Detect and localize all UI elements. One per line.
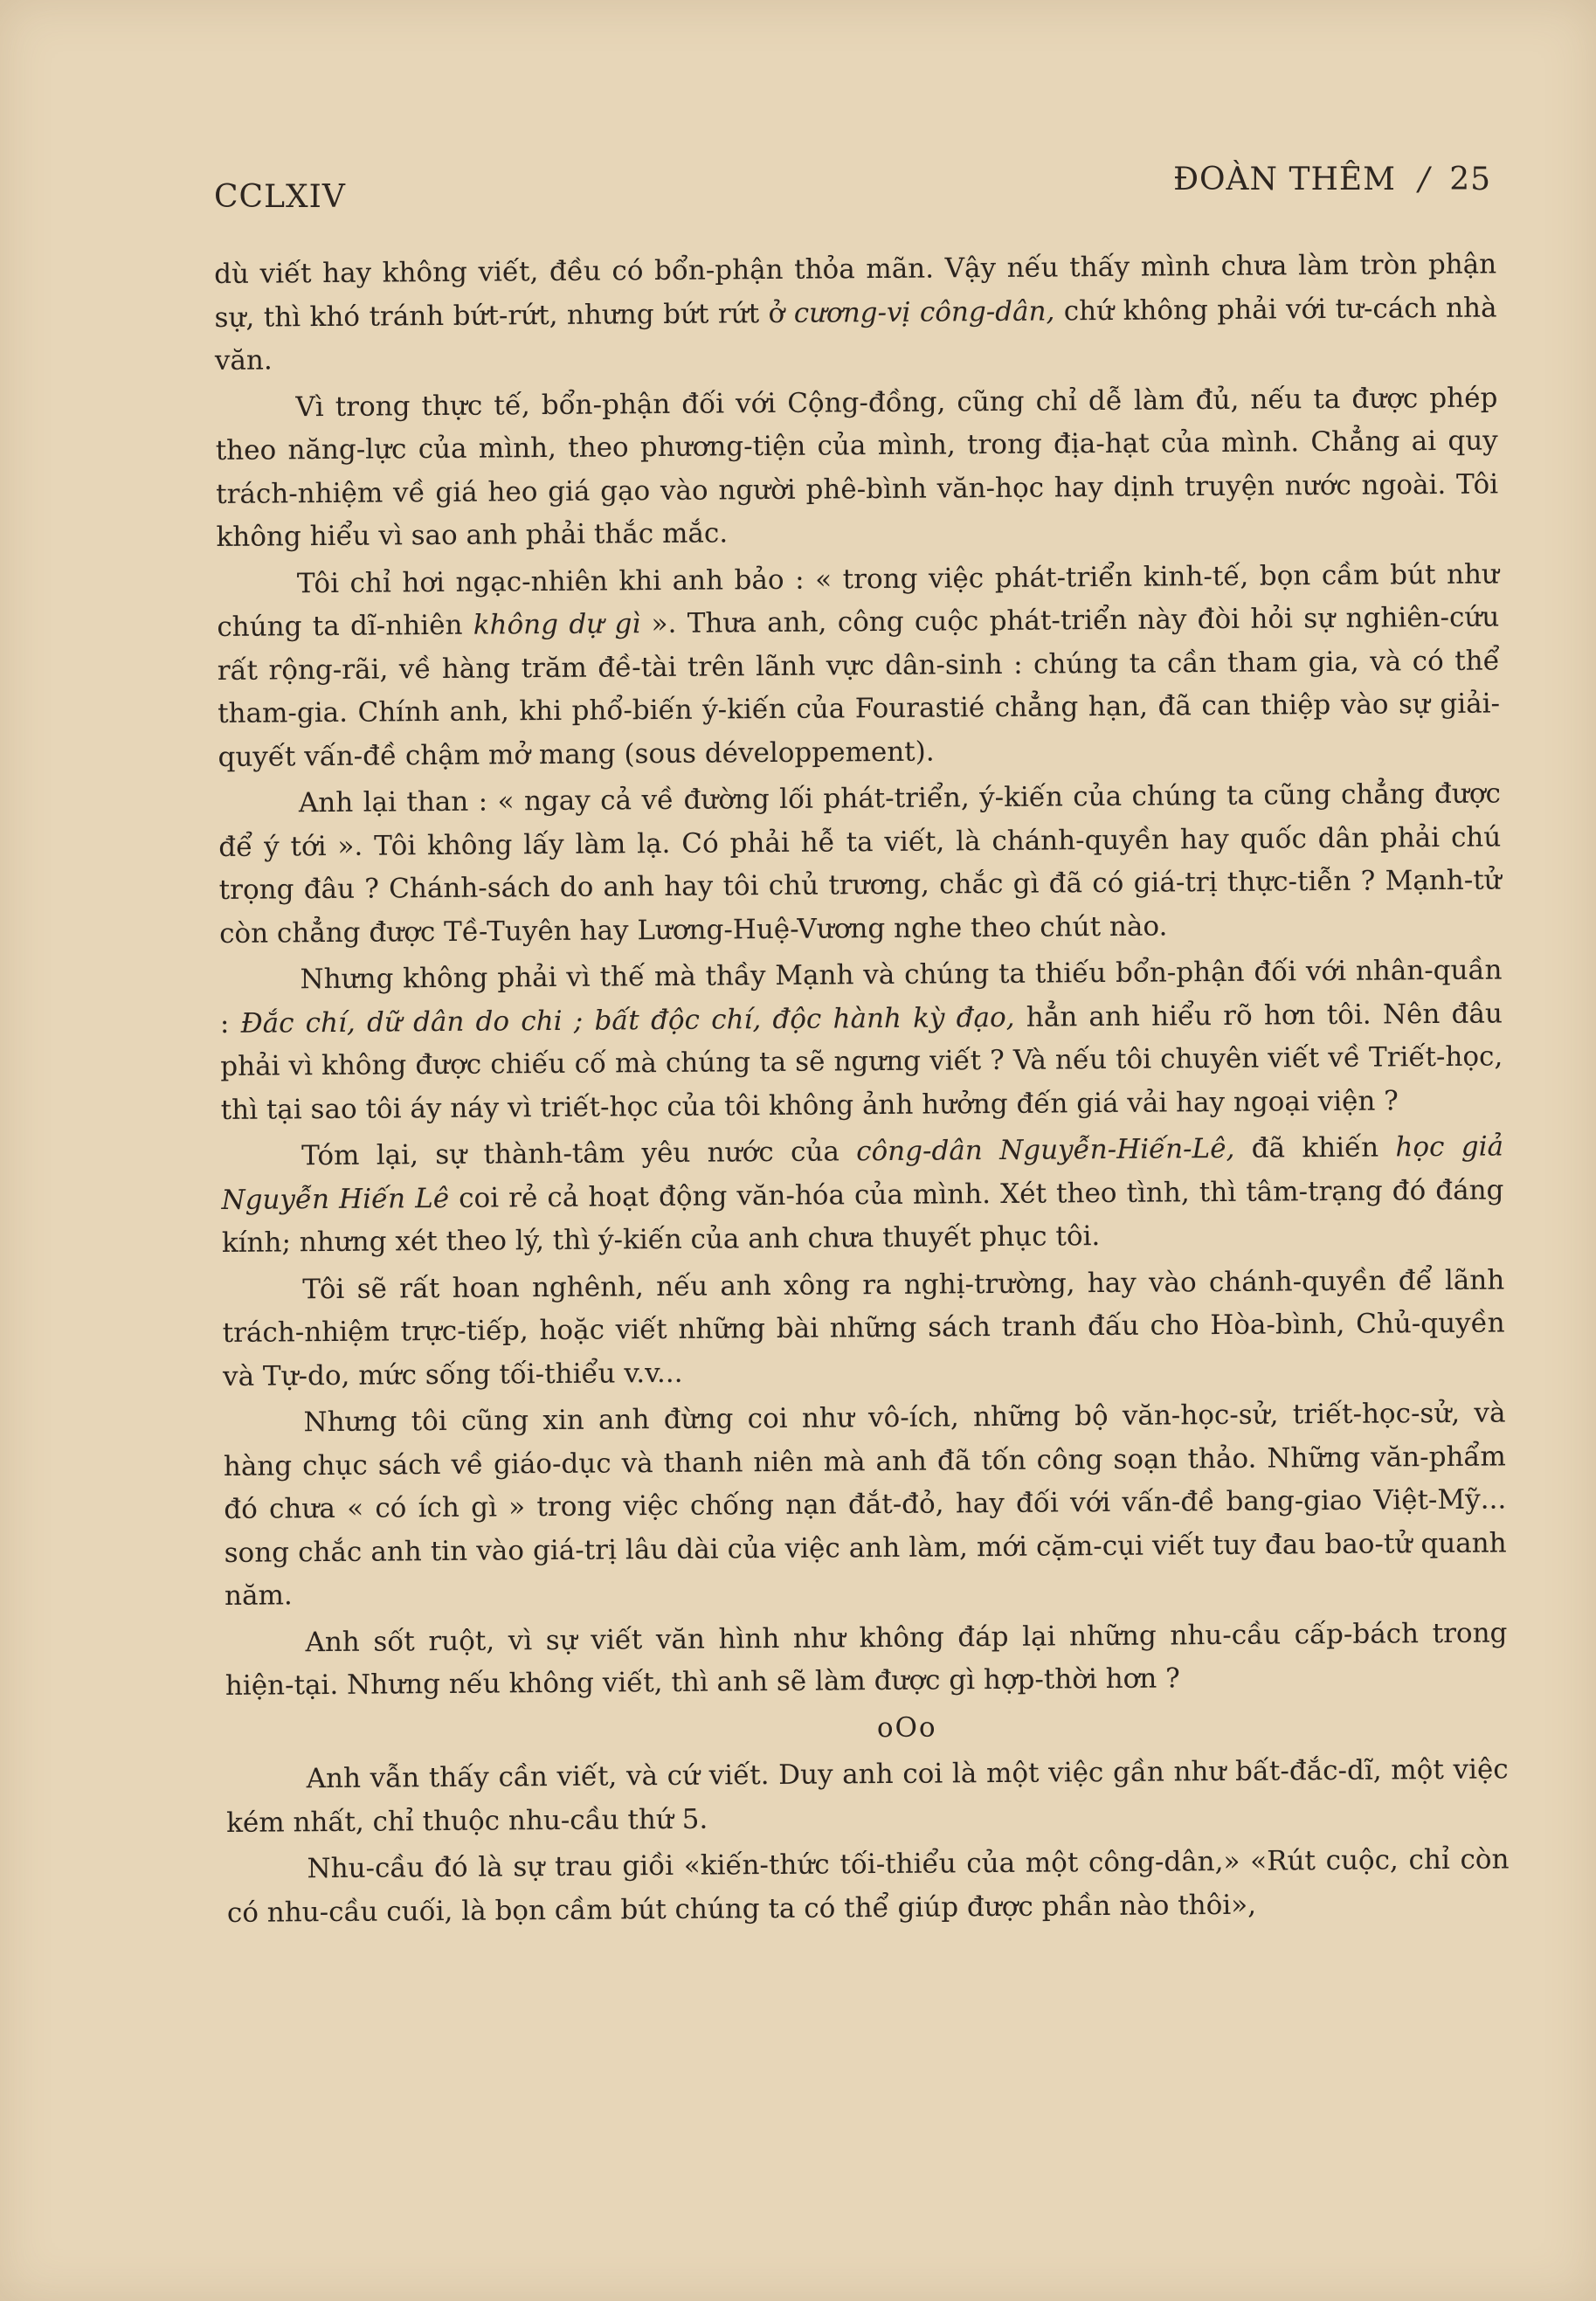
paragraph-6-text: Tóm lại, sự thành-tâm yêu nước của <box>301 1136 857 1172</box>
paragraph-1-end: chứ không phải với tư-cách nhà văn. <box>214 291 1497 377</box>
paragraph-3-text: Tôi chỉ hơi ngạc-nhiên khi anh bảo : « trong việc phát-triển kinh-tế, bọn cầm bút như chúng ta dĩ-nhiên <box>217 557 1500 643</box>
running-header <box>214 153 1491 215</box>
section-numeral: CCLXIV <box>214 179 346 215</box>
paragraph-3-end: ». Thưa anh, công cuộc phát-triển này đòi hỏi sự nghiên-cứu rất rộng-rãi, về hàng trăm đề-tài trên lãnh vực dân-sinh : chúng ta cần tham gia, và có thể tham-gia. Chính anh, khi phổ-biến ý-kiến của Fourastié chẳng hạn, đã can thiệp vào sự giải-quyết vấn-đề chậm mở mang (sous développement). <box>217 601 1501 773</box>
paragraph-1-text: dù viết hay không viết, đều có bổn-phận thỏa mãn. Vậy nếu thấy mình chưa làm tròn phận sự, thì khó tránh bứt-rứt, nhưng bứt rứt ở <box>214 248 1497 334</box>
paragraph-6 <box>221 1125 1504 1265</box>
paragraph-1-italic: cương-vị công-dân, <box>793 294 1055 329</box>
paragraph-4: Anh lại than : « ngay cả về đường lối phát-triển, ý-kiến của chúng ta cũng chẳng được để ý tới ». Tôi không lấy làm lạ. Có phải hễ ta viết, là chánh-quyền hay quốc dân phải chú trọng đâu ? Chánh-sách do anh hay tôi chủ trương, chắc gì đã có giá-trị thực-tiễn ? Mạnh-tử còn chẳng được Tề-Tuyên hay Lương-Huệ-Vương nghe theo chút nào. <box>218 777 1502 950</box>
paragraph-6-italic-2: học giả Nguyễn Hiến Lê <box>221 1130 1504 1216</box>
paragraph-6-mid: đã khiến <box>1234 1131 1396 1164</box>
paragraph-7: Tôi sẽ rất hoan nghênh, nếu anh xông ra nghị-trường, hay vào chánh-quyền để lãnh trách-nhiệm trực-tiếp, hoặc viết những bài những sách tranh đấu cho Hòa-bình, Chủ-quyền và Tự-do, mức sống tối-thiểu v.v... <box>222 1263 1505 1392</box>
section-ornament: oOo <box>876 1711 937 1744</box>
paragraph-11: Nhu-cầu đó là sự trau giồi «kiến-thức tối-thiểu của một công-dân,» «Rút cuộc, chỉ còn có nhu-cầu cuối, là bọn cầm bút chúng ta có thể giúp được phần nào thôi», <box>226 1843 1510 1929</box>
author-name: ĐOÀN THÊM <box>1172 162 1397 197</box>
paragraph-5 <box>219 949 1503 1132</box>
paragraph-6-end: coi rẻ cả hoạt động văn-hóa của mình. Xét theo tình, thì tâm-trạng đó đáng kính; nhưng xét theo lý, thì ý-kiến của anh chưa thuyết phục tôi. <box>221 1173 1504 1259</box>
page-number: 25 <box>1449 162 1491 197</box>
paragraph-8: Nhưng tôi cũng xin anh đừng coi như vô-ích, những bộ văn-học-sử, triết-học-sử, và hàng chục sách về giáo-dục và thanh niên mà anh đã tốn công soạn thảo. Những văn-phẩm đó chưa « có ích gì » trong việc chống nạn đắt-đỏ, hay đối với vấn-đề bang-giao Việt-Mỹ... song chắc anh tin vào giá-trị lâu dài của việc anh làm, mới cặm-cụi viết tuy đau bao-tử quanh năm. <box>223 1397 1507 1612</box>
author-page-heading <box>1173 162 1491 197</box>
paragraph-2: Vì trong thực tế, bổn-phận đối với Cộng-đồng, cũng chỉ dễ làm đủ, nếu ta được phép theo năng-lực của mình, theo phương-tiện của mình, trong địa-hạt của mình. Chẳng ai quy trách-nhiệm về giá heo giá gạo vào người phê-bình văn-học hay dịnh truyện nước ngoài. Tôi không hiểu vì sao anh phải thắc mắc. <box>215 381 1499 553</box>
paragraph-6-italic-1: công-dân Nguyễn-Hiến-Lê, <box>856 1132 1235 1168</box>
paragraph-5-text: Nhưng không phải vì thế mà thầy Mạnh và chúng ta thiếu bổn-phận đối với nhân-quần : <box>219 954 1503 1040</box>
paragraph-5-italic: Đắc chí, dữ dân do chi ; bất độc chí, độc hành kỳ đạo, <box>240 1001 1015 1040</box>
paragraph-3-italic: không dự gì <box>473 608 641 641</box>
paragraph-5-end: hẳn anh hiểu rõ hơn tôi. Nên đâu phải vì không được chiếu cố mà chúng ta sẽ ngưng viết ? Và nếu tôi chuyên viết về Triết-học, thì tại sao tôi áy náy vì triết-học của tôi không ảnh hưởng đến giá vải hay ngoại viện ? <box>220 997 1503 1126</box>
paragraph-10: Anh vẫn thấy cần viết, và cứ viết. Duy anh coi là một việc gần như bất-đắc-dĩ, một việc kém nhất, chỉ thuộc nhu-cầu thứ 5. <box>225 1753 1509 1839</box>
paragraph-3 <box>217 553 1501 779</box>
paragraph-1 <box>214 243 1497 383</box>
header-separator: / <box>1419 162 1431 197</box>
body-text <box>214 243 1510 1938</box>
paragraph-9: Anh sốt ruột, vì sự viết văn hình như không đáp lại những nhu-cầu cấp-bách trong hiện-tại. Nhưng nếu không viết, thì anh sẽ làm được gì hợp-thời hơn ? <box>225 1616 1508 1702</box>
